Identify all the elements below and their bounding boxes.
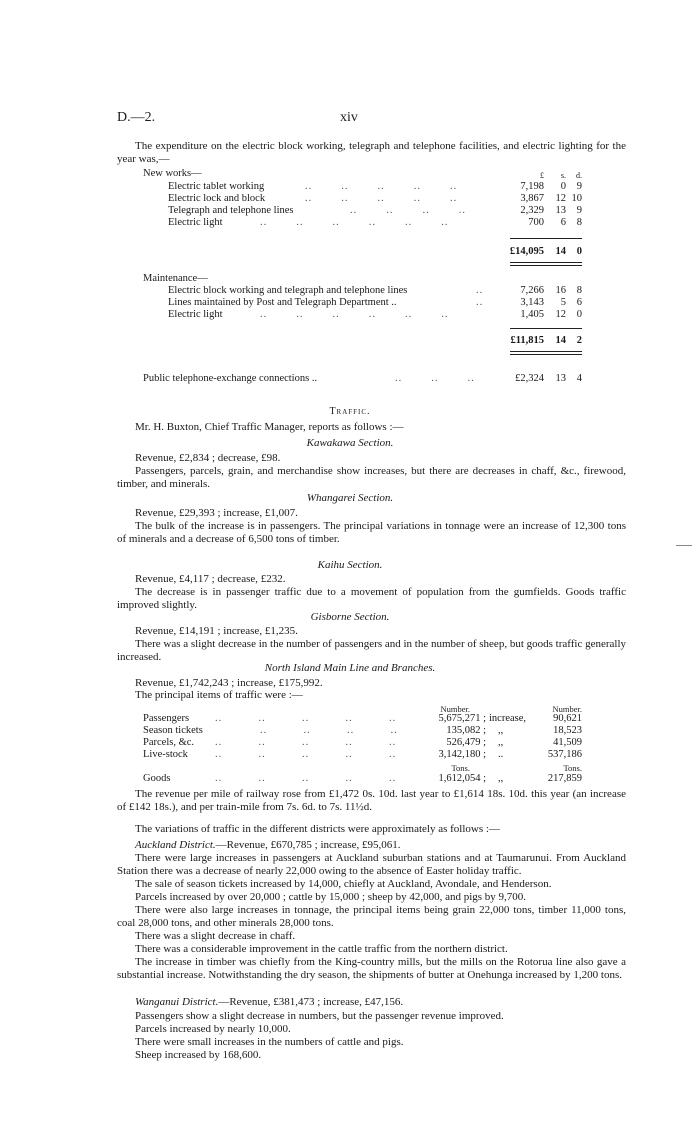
nw-item-pounds: 7,198 — [520, 181, 544, 192]
total-rule — [510, 354, 582, 355]
traffic-heading: Traffic. — [329, 406, 371, 417]
mt-item-s: 12 — [555, 309, 566, 320]
wanganui-p2: Parcels increased by nearly 10,000. — [135, 1023, 291, 1035]
total-rule — [510, 265, 582, 266]
nw-total-s: 14 — [555, 246, 566, 257]
public-tel-label: Public telephone-exchange connections .. — [143, 373, 318, 384]
tons-unit-2: Tons. — [563, 763, 582, 773]
traffic-row-value: 3,142,180 ; — [438, 749, 486, 760]
gisborne-text: There was a slight decrease in the number of passengers and in the number of sheep, but goods traffic generally increased. — [117, 638, 626, 663]
auckland-p5: There was a slight decrease in chaff. — [135, 930, 296, 942]
traffic-row-label: Goods — [143, 773, 171, 784]
auckland-p7: The increase in timber was chiefly from the King-country mills, but the mills on the Rotorua line also gave a substantial increase. Notwithstanding the dry season, the shipments of butter at Onehunga increased by 1,200 tons. — [117, 956, 626, 981]
auckland-heading — [117, 839, 626, 852]
kaihu-revenue: Revenue, £4,117 ; decrease, £232. — [135, 573, 286, 585]
mt-item-label: Electric light — [168, 309, 223, 320]
leader-dots: .. .. .. .. — [260, 725, 398, 736]
mt-item-pounds: 1,405 — [520, 309, 544, 320]
traffic-row-increase: 18,523 — [553, 725, 582, 736]
maintenance-heading: Maintenance— — [143, 273, 208, 284]
leader-dots: .. .. .. .. .. .. — [260, 217, 449, 228]
intro-paragraph: The expenditure on the electric block working, telegraph and telephone facilities, and electric lighting for the year was,— — [117, 140, 626, 165]
leader-dots: .. .. .. .. .. — [305, 193, 458, 204]
mt-item-label: Lines maintained by Post and Telegraph Department .. — [168, 297, 397, 308]
traffic-row-word: ,, — [498, 737, 504, 748]
wanganui-revenue: —Revenue, £381,473 ; increase, £47,156. — [218, 996, 404, 1008]
public-tel-s: 13 — [555, 373, 566, 384]
traffic-row-word: .. — [498, 749, 504, 760]
gisborne-title: Gisborne Section. — [310, 611, 390, 623]
traffic-row-word: increase, — [489, 713, 527, 724]
wanganui-heading — [117, 996, 626, 1009]
auckland-p1: There were large increases in passengers at Auckland suburban stations and at Taumarunui. From Auckland Station there was a decrease of nearly 22,000 owing to the absence of Easter holiday traffic. — [117, 852, 626, 877]
traffic-row-value: 5,675,271 ; — [438, 713, 486, 724]
auckland-p4: There were also large increases in tonnage, the principal items being grain 22,000 tons, timber 11,000 tons, coal 28,000 tons, and other minerals 28,000 tons. — [117, 904, 626, 929]
nimt-revenue: Revenue, £1,742,243 ; increase, £175,992. — [135, 677, 323, 689]
kawakawa-text: Passengers, parcels, grain, and merchandise show increases, but there are decreases in chaff, &c., firewood, timber, and minerals. — [117, 465, 626, 490]
wanganui-p4: Sheep increased by 168,600. — [135, 1049, 262, 1061]
subtotal-rule — [510, 238, 582, 239]
nw-item-s: 13 — [555, 205, 566, 216]
whangarei-revenue: Revenue, £29,393 ; increase, £1,007. — [135, 507, 298, 519]
traffic-row-word: ,, — [498, 773, 504, 784]
traffic-row-label: Live-stock — [143, 749, 188, 760]
leader-dots: .. .. .. .. .. — [215, 713, 397, 724]
wanganui-p1: Passengers show a slight decrease in numbers, but the passenger revenue improved. — [135, 1010, 504, 1022]
total-rule — [510, 262, 582, 263]
auckland-title: Auckland District. — [135, 839, 216, 851]
nw-item-label: Electric light — [168, 217, 223, 228]
total-rule — [510, 351, 582, 352]
nw-item-d: 10 — [571, 193, 582, 204]
nw-item-d: 9 — [576, 181, 582, 192]
traffic-row-label: Passengers — [143, 713, 190, 724]
mt-item-pounds: 3,143 — [520, 297, 544, 308]
traffic-row-value: 1,612,054 ; — [438, 773, 486, 784]
traffic-row-increase: 537,186 — [547, 749, 582, 760]
nw-item-d: 8 — [576, 217, 582, 228]
leader-dots: .. .. .. .. .. .. — [260, 309, 449, 320]
new-works-heading: New works— — [143, 168, 202, 179]
leader-dots: .. .. .. — [395, 373, 475, 384]
buxton-intro: Mr. H. Buxton, Chief Traffic Manager, reports as follows :— — [135, 421, 404, 433]
kawakawa-title: Kawakawa Section. — [306, 437, 394, 449]
auckland-p3: Parcels increased by over 20,000 ; cattle by 15,000 ; sheep by 42,000, and pigs by 9,700. — [135, 891, 527, 903]
nw-item-pounds: 700 — [528, 217, 544, 228]
traffic-row-increase: 41,509 — [553, 737, 582, 748]
kawakawa-revenue: Revenue, £2,834 ; decrease, £98. — [135, 452, 281, 464]
traffic-row-increase: 90,621 — [553, 713, 582, 724]
col-pounds: £ — [540, 171, 544, 180]
nw-item-s: 6 — [560, 217, 566, 228]
page-number: xiv — [340, 110, 358, 125]
tons-unit-1: Tons. — [451, 763, 470, 773]
nw-item-d: 9 — [576, 205, 582, 216]
mt-item-pounds: 7,266 — [520, 285, 544, 296]
mt-item-s: 16 — [555, 285, 566, 296]
mt-item-d: 8 — [576, 285, 582, 296]
auckland-revenue: —Revenue, £670,785 ; increase, £95,061. — [215, 839, 401, 851]
nw-item-pounds: 3,867 — [520, 193, 544, 204]
kaihu-title: Kaihu Section. — [317, 559, 383, 571]
mt-total-d: 2 — [576, 335, 582, 346]
wanganui-title: Wanganui District. — [135, 996, 219, 1008]
col-number-2: Number. — [552, 704, 582, 714]
nw-total-d: 0 — [576, 246, 582, 257]
variations-intro: The variations of traffic in the different districts were approximately as follows :— — [135, 823, 500, 835]
revenue-per-mile: The revenue per mile of railway rose from £1,472 0s. 10d. last year to £1,614 18s. 10d. this year (an increase of £142 18s.), and per train-mile from 7s. 6d. to 7s. 11½d. — [117, 788, 626, 813]
leader-dots: .. .. .. .. .. — [215, 737, 397, 748]
public-tel-pounds: £2,324 — [515, 373, 544, 384]
traffic-row-word: ,, — [498, 725, 504, 736]
traffic-row-value: 135,082 ; — [446, 725, 486, 736]
leader-dots: .. .. .. .. — [350, 205, 466, 216]
nw-item-label: Electric lock and block — [168, 193, 266, 204]
whangarei-text: The bulk of the increase is in passengers. The principal variations in tonnage were an increase of 12,300 tons of minerals and a decrease of 6,500 tons of timber. — [117, 520, 626, 545]
document-code: D.—2. — [117, 110, 156, 125]
traffic-row-label: Season tickets — [143, 725, 203, 736]
traffic-row-increase: 217,859 — [547, 773, 582, 784]
leader-dots: .. — [476, 285, 484, 296]
margin-mark — [676, 545, 692, 546]
kaihu-text: The decrease is in passenger traffic due to a movement of population from the gumfields. Goods traffic improved slightly. — [117, 586, 626, 611]
gisborne-revenue: Revenue, £14,191 ; increase, £1,235. — [135, 625, 298, 637]
leader-dots: .. .. .. .. .. — [215, 773, 397, 784]
auckland-p6: There was a considerable improvement in the cattle traffic from the northern district. — [135, 943, 508, 955]
whangarei-title: Whangarei Section. — [306, 492, 394, 504]
auckland-p2: The sale of season tickets increased by 14,000, chiefly at Auckland, Avondale, and Henderson. — [135, 878, 552, 890]
mt-item-d: 0 — [576, 309, 582, 320]
nw-item-s: 0 — [560, 181, 566, 192]
subtotal-rule — [510, 328, 582, 329]
nw-item-label: Electric tablet working — [168, 181, 265, 192]
nw-item-pounds: 2,329 — [520, 205, 544, 216]
leader-dots: .. — [476, 297, 484, 308]
leader-dots: .. .. .. .. .. — [305, 181, 458, 192]
col-pence: d. — [576, 171, 582, 180]
leader-dots: .. .. .. .. .. — [215, 749, 397, 760]
nw-item-s: 12 — [555, 193, 566, 204]
nw-item-label: Telegraph and telephone lines — [168, 205, 294, 216]
mt-item-d: 6 — [576, 297, 582, 308]
col-shillings: s. — [560, 171, 566, 180]
nimt-principal: The principal items of traffic were :— — [135, 689, 303, 701]
mt-total-s: 14 — [555, 335, 566, 346]
wanganui-p3: There were small increases in the numbers of cattle and pigs. — [135, 1036, 404, 1048]
public-tel-d: 4 — [576, 373, 582, 384]
nw-total-pounds: £14,095 — [509, 246, 544, 257]
mt-item-label: Electric block working and telegraph and telephone lines — [168, 285, 408, 296]
nimt-title: North Island Main Line and Branches. — [264, 662, 436, 674]
col-number-1: Number. — [440, 704, 470, 714]
traffic-row-label: Parcels, &c. — [143, 737, 195, 748]
mt-item-s: 5 — [560, 297, 566, 308]
traffic-row-value: 526,479 ; — [446, 737, 486, 748]
mt-total-pounds: £11,815 — [510, 335, 544, 346]
